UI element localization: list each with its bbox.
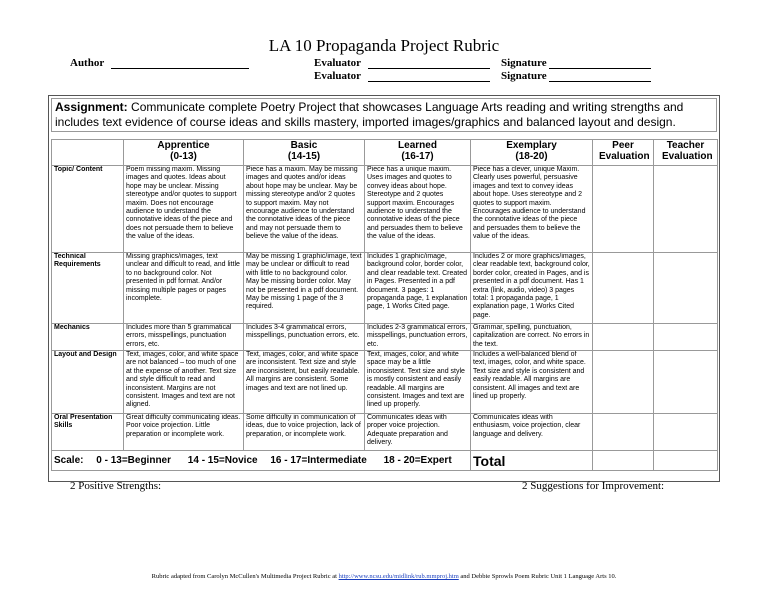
cell-apprentice: Text, images, color, and white space are not balanced – too much of one at the expense of another. Text size and style difficult to read and inconsistent. Margins are not consistent. Images and text are not aligned. bbox=[124, 351, 244, 414]
scale-item: 0 - 13=Beginner bbox=[96, 454, 172, 466]
scale-cell bbox=[52, 451, 471, 471]
cell-peer-score[interactable] bbox=[593, 414, 654, 451]
cell-basic: May be missing 1 graphic/image, text may be unclear or difficult to read with little to no background color. May be missing border color. May not be presented in a pdf document. May be missing 1 page of the 3 required. bbox=[244, 253, 365, 324]
cell-learned: Includes 2-3 grammatical errors, misspellings, punctuation errors, etc. bbox=[365, 324, 471, 351]
rubric-frame bbox=[48, 95, 720, 482]
evaluator-line-1 bbox=[368, 58, 490, 69]
page-title: LA 10 Propaganda Project Rubric bbox=[268, 36, 500, 55]
cell-exemplary: Includes a well-balanced blend of text, images, color, and white space. Text size and style is consistent and easily readable. All margins are consistent. All images and text are lined up properly. bbox=[471, 351, 593, 414]
cell-exemplary: Grammar, spelling, punctuation, capitalization are correct. No errors in the text. bbox=[471, 324, 593, 351]
cell-learned: Piece has a unique maxim. Uses images and quotes to convey ideas about hope. Stereotype and 2 quotes support maxim. Encourages audience to understand the connotative ideas of the piece and persuades them to believe the value of the ideas. bbox=[365, 166, 471, 253]
evaluator-field-2 bbox=[314, 70, 490, 82]
signature-label-1: Signature bbox=[501, 57, 547, 69]
cell-exemplary: Piece has a clever, unique Maxim. Clearly uses powerful, persuasive images and text to convey ideas about hope. Uses stereotype and 2 quotes to support maxim. Encourages audience to understand the connotative ideas of the piece and persuades them to believe the value of the ideas. bbox=[471, 166, 593, 253]
cell-peer-score[interactable] bbox=[593, 166, 654, 253]
suggestions-label: 2 Suggestions for Improvement: bbox=[522, 480, 665, 492]
scale-row bbox=[52, 451, 718, 471]
credit-link[interactable]: http://www.ncsu.edu/midlink/rub.mmproj.htm bbox=[338, 573, 459, 580]
row-technical-requirements bbox=[52, 253, 718, 324]
cell-peer-score[interactable] bbox=[593, 253, 654, 324]
scale-label: Scale: bbox=[54, 454, 84, 466]
total-label: Total bbox=[471, 451, 593, 471]
cell-learned: Includes 1 graphic/image, background color, border color, and clear readable text. Created in Pages. Presented in a pdf document. 3 pages: 1 propaganda page, 1 explanation page, 1 Works Cited page. bbox=[365, 253, 471, 324]
author-label: Author bbox=[70, 57, 105, 69]
cell-exemplary: Includes 2 or more graphics/images, clear readable text, background color, border color, created in Pages, and is presented in a pdf document. Has 1 extra (link, audio, video) 3 pages total: 1 propaganda page, 1 explanation page, 1 Works Cited page. bbox=[471, 253, 593, 324]
cell-peer-score[interactable] bbox=[593, 351, 654, 414]
signature-line-1 bbox=[549, 58, 651, 69]
signature-line-2 bbox=[549, 71, 651, 82]
col-header-apprentice: Apprentice (0-13) bbox=[124, 140, 244, 166]
signature-field-1 bbox=[501, 57, 651, 69]
row-mechanics bbox=[52, 324, 718, 351]
row-oral-presentation bbox=[52, 414, 718, 451]
header-row bbox=[52, 140, 718, 166]
row-layout-design bbox=[52, 351, 718, 414]
assignment-box bbox=[51, 98, 717, 132]
cell-peer-score[interactable] bbox=[593, 324, 654, 351]
cell-teacher-score[interactable] bbox=[654, 351, 718, 414]
author-line bbox=[111, 58, 249, 69]
author-field bbox=[70, 57, 249, 69]
cell-apprentice: Poem missing maxim. Missing images and quotes. Ideas about hope may be unclear. Missing stereotype and/or quotes to support maxim. Does not encourage audience to understand the connotative ideas of the piece and does not persuade them to believe the value of the ideas. bbox=[124, 166, 244, 253]
cell-basic: Text, images, color, and white space are inconsistent. Text size and style are inconsistent, but easily readable. All margins are consistent. Some images and text are not lined up. bbox=[244, 351, 365, 414]
criterion-label: Layout and Design bbox=[52, 351, 124, 414]
corner-cell bbox=[52, 140, 124, 166]
cell-apprentice: Missing graphics/images, text unclear and difficult to read, and little to no background color. Not presented in pdf format. And/or missing multiple pages or pages incomplete. bbox=[124, 253, 244, 324]
rubric-table bbox=[51, 139, 718, 471]
cell-teacher-score[interactable] bbox=[654, 414, 718, 451]
cell-teacher-score[interactable] bbox=[654, 324, 718, 351]
scale-item: 16 - 17=Intermediate bbox=[270, 454, 367, 466]
cell-apprentice: Great difficulty communicating ideas. Poor voice projection. Little preparation or incomplete work. bbox=[124, 414, 244, 451]
total-teacher[interactable] bbox=[654, 451, 718, 471]
cell-learned: Text, images, color, and white space may be a little inconsistent. Text size and style is mostly consistent and easily readable. All margins are consistent. Images and text are lined up properly. bbox=[365, 351, 471, 414]
criterion-label: Mechanics bbox=[52, 324, 124, 351]
cell-apprentice: Includes more than 5 grammatical errors, misspellings, punctuation errors, etc. bbox=[124, 324, 244, 351]
col-header-teacher: Teacher Evaluation bbox=[654, 140, 718, 166]
credit-text-after: and Debbie Sprowls Poem Rubric Unit 1 Language Arts 10. bbox=[458, 573, 617, 580]
col-header-learned: Learned (16-17) bbox=[365, 140, 471, 166]
cell-teacher-score[interactable] bbox=[654, 166, 718, 253]
col-header-peer: Peer Evaluation bbox=[593, 140, 654, 166]
cell-teacher-score[interactable] bbox=[654, 253, 718, 324]
credit-text-before: Rubric adapted from Carolyn McCullen's Multimedia Project Rubric at bbox=[151, 573, 339, 580]
criterion-label: Oral Presentation Skills bbox=[52, 414, 124, 451]
strengths-label: 2 Positive Strengths: bbox=[70, 480, 162, 492]
criterion-label: Technical Requirements bbox=[52, 253, 124, 324]
col-header-basic: Basic (14-15) bbox=[244, 140, 365, 166]
assignment-label: Assignment: bbox=[55, 100, 128, 114]
cell-basic: Some difficulty in communication of ideas, due to voice projection, lack of preparation, or incomplete work. bbox=[244, 414, 365, 451]
scale-item: 18 - 20=Expert bbox=[383, 454, 452, 466]
signature-field-2 bbox=[501, 70, 651, 82]
col-header-exemplary: Exemplary (18-20) bbox=[471, 140, 593, 166]
evaluator-label-2: Evaluator bbox=[314, 70, 361, 82]
signature-label-2: Signature bbox=[501, 70, 547, 82]
credit-line bbox=[0, 573, 768, 580]
scale-item: 14 - 15=Novice bbox=[187, 454, 258, 466]
evaluator-line-2 bbox=[368, 71, 490, 82]
cell-basic: Includes 3-4 grammatical errors, misspellings, punctuation errors, etc. bbox=[244, 324, 365, 351]
total-peer[interactable] bbox=[593, 451, 654, 471]
cell-basic: Piece has a maxim. May be missing images and quotes and/or ideas about hope may be unclear. May be missing stereotype and/or 2 quotes to support maxim. May not encourage audience to understand the connotative ideas of the piece and may not persuade them to believe the value of the ideas. bbox=[244, 166, 365, 253]
cell-learned: Communicates ideas with proper voice projection. Adequate preparation and delivery. bbox=[365, 414, 471, 451]
criterion-label: Topic/ Content bbox=[52, 166, 124, 253]
cell-exemplary: Communicates ideas with enthusiasm, voice projection, clear language and delivery. bbox=[471, 414, 593, 451]
evaluator-label-1: Evaluator bbox=[314, 57, 361, 69]
assignment-text: Communicate complete Poetry Project that showcases Language Arts reading and writing strengths and includes text evidence of course ideas and skills mastery, imported images/graphics and balanced layout and design. bbox=[55, 100, 684, 129]
row-topic-content bbox=[52, 166, 718, 253]
evaluator-field-1 bbox=[314, 57, 490, 69]
